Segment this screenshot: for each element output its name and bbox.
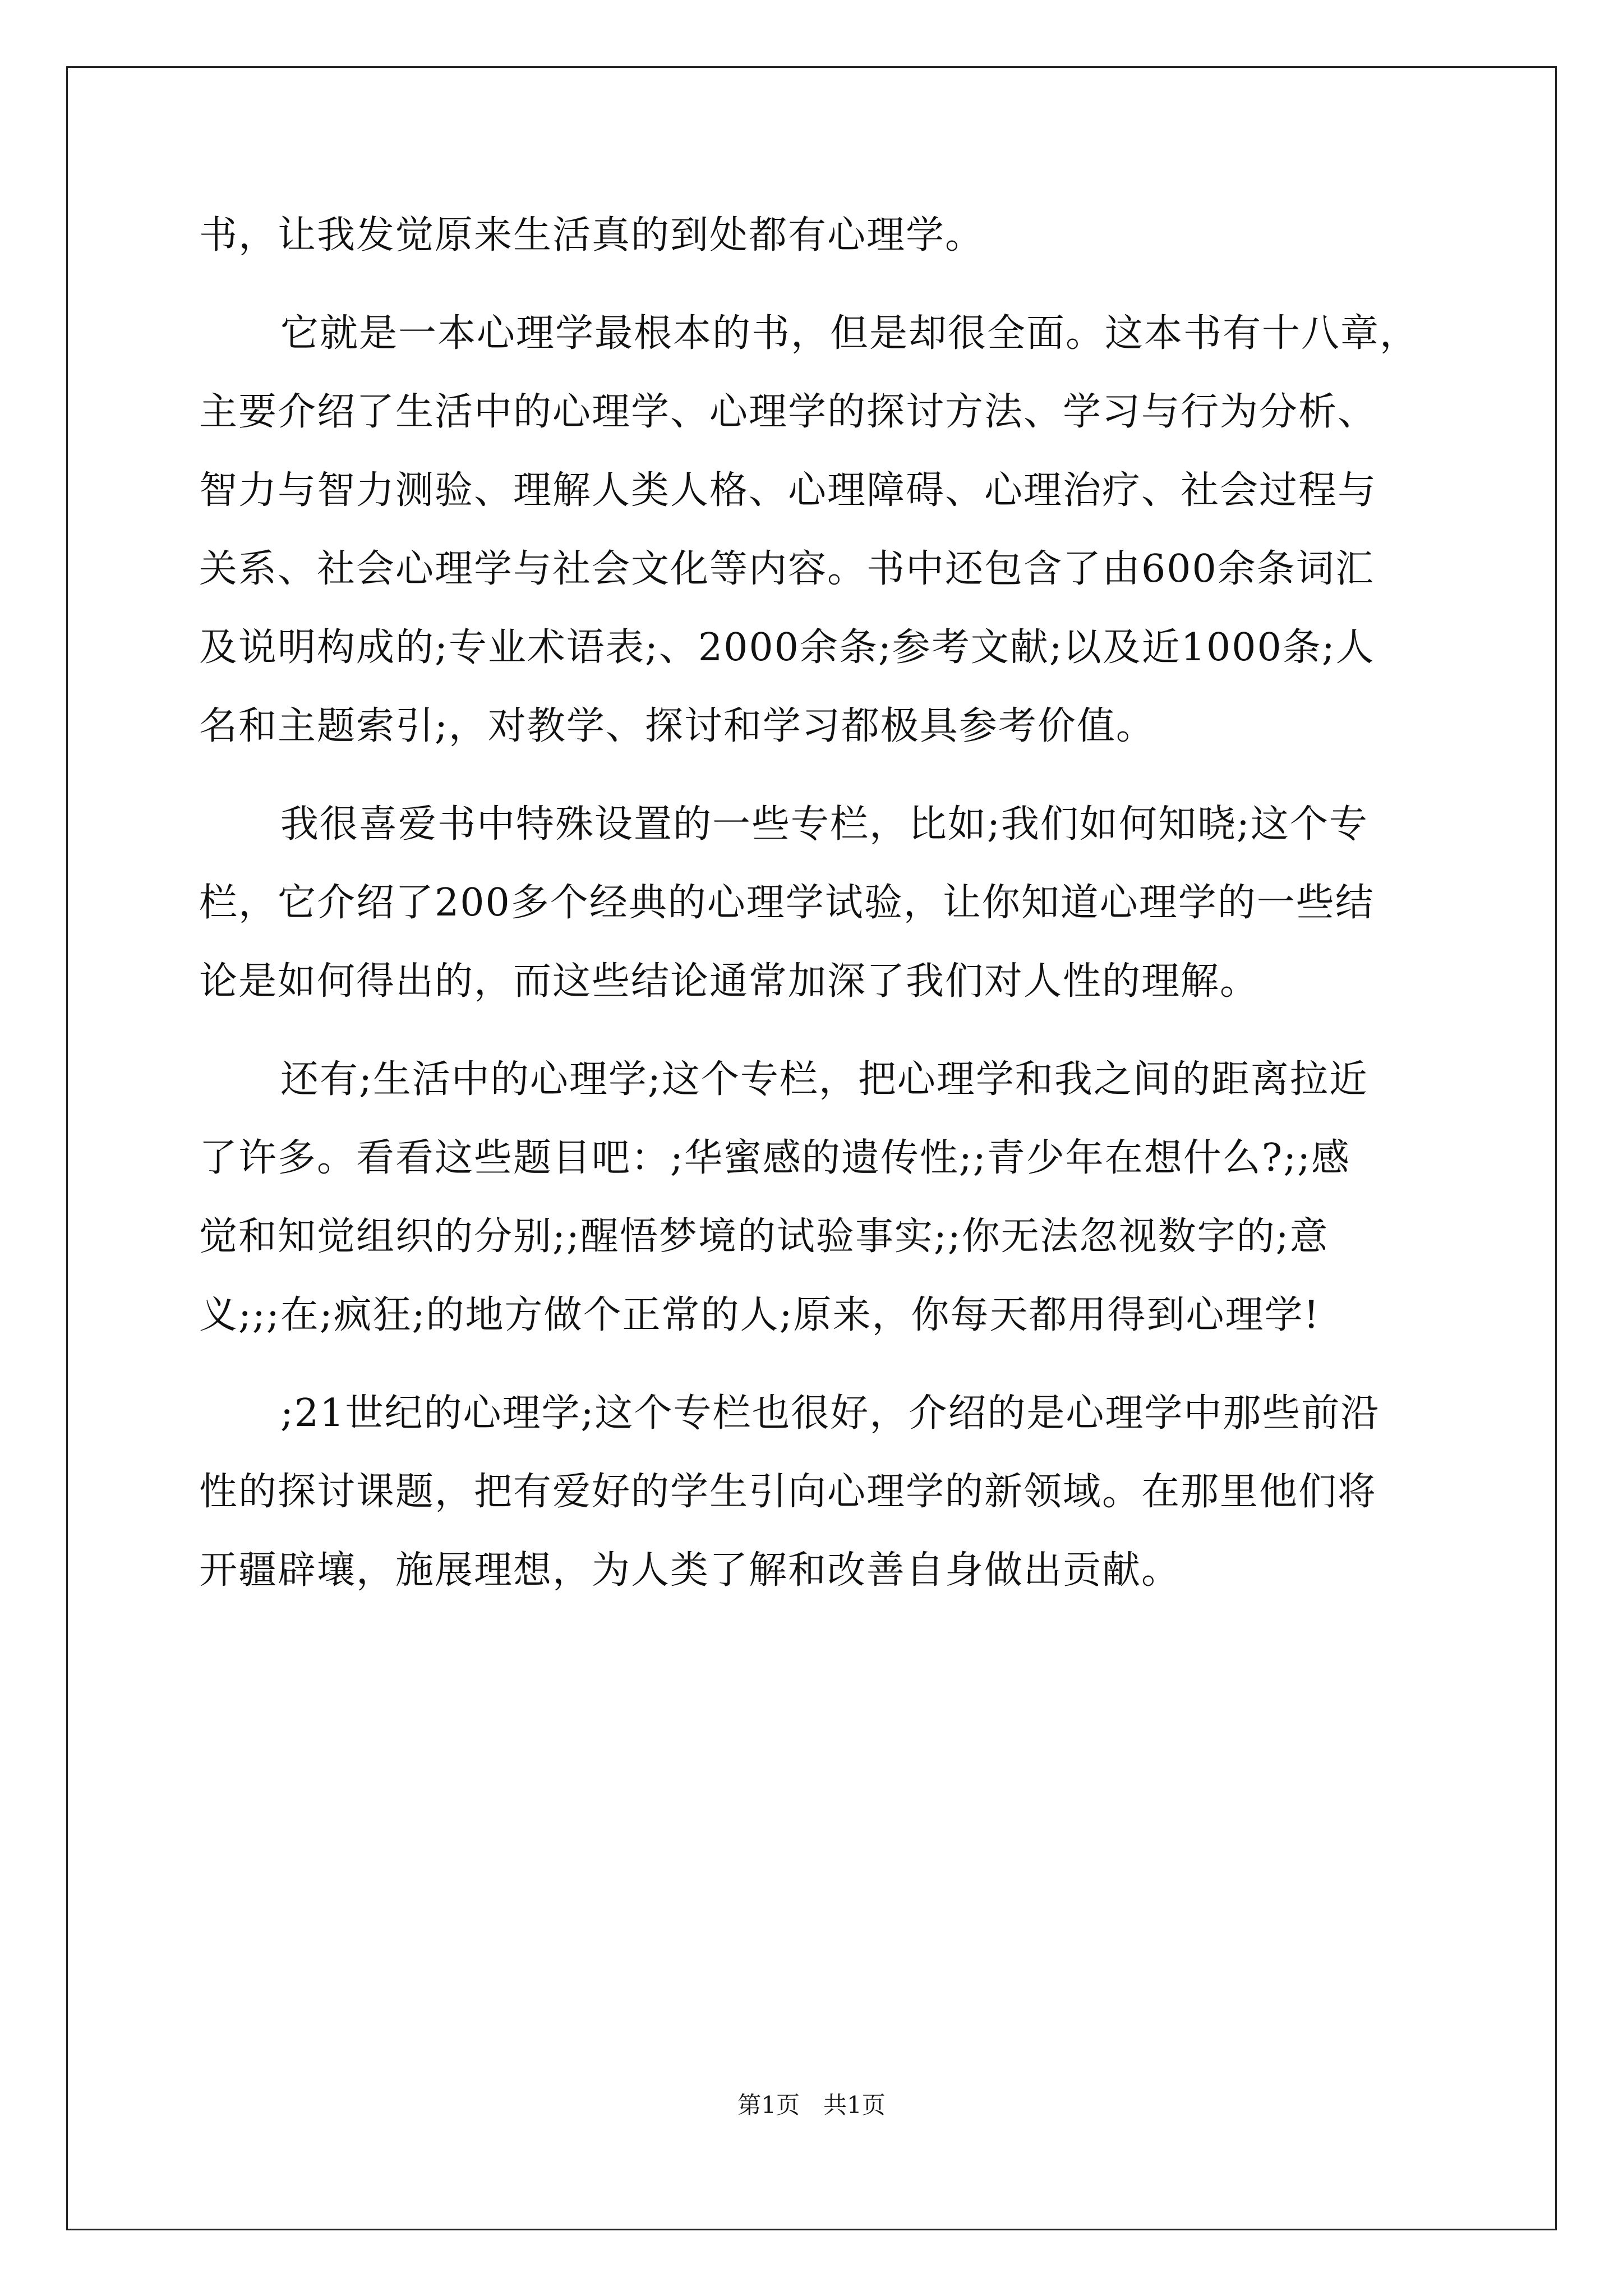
paragraph-first-line: 还有;生活中的心理学;这个专栏，把心理学和我之间的距离拉近	[280, 1057, 1368, 1102]
text-line: 了许多。看看这些题目吧：;华蜜感的遗传性;;青少年在想什么?;;感	[199, 1136, 1351, 1180]
text-line: 义;;;在;疯狂;的地方做个正常的人;原来，你每天都用得到心理学!	[199, 1293, 1320, 1337]
text-line: 关系、社会心理学与社会文化等内容。书中还包含了由600余条词汇	[199, 547, 1375, 591]
paragraph-first-line: 我很喜爱书中特殊设置的一些专栏，比如;我们如何知晓;这个专	[280, 802, 1368, 846]
page-number-footer: 第1页 共1页	[737, 2091, 886, 2119]
text-line: 觉和知觉组织的分别;;醒悟梦境的试验事实;;你无法忽视数字的;意	[199, 1214, 1329, 1259]
text-line: 开疆辟壤，施展理想，为人类了解和改善自身做出贡献。	[199, 1548, 1181, 1593]
text-line: 论是如何得出的，而这些结论通常加深了我们对人性的理解。	[199, 959, 1260, 1004]
document-body	[199, 196, 1430, 1610]
text-line: 及说明构成的;专业术语表;、2000余条;参考文献;以及近1000条;人	[199, 625, 1375, 670]
text-line: 名和主题索引;，对教学、探讨和学习都极具参考价值。	[199, 704, 1155, 748]
paragraph-first-line: ;21世纪的心理学;这个专栏也很好，介绍的是心理学中那些前沿	[280, 1391, 1380, 1435]
text-line: 书，让我发觉原来生活真的到处都有心理学。	[199, 213, 985, 257]
text-line: 主要介绍了生活中的心理学、心理学的探讨方法、学习与行为分析、	[199, 390, 1377, 434]
text-line: 智力与智力测验、理解人类人格、心理障碍、心理治疗、社会过程与	[199, 468, 1377, 513]
paragraph-first-line: 它就是一本心理学最根本的书，但是却很全面。这本书有十八章，	[280, 311, 1419, 356]
text-line: 性的探讨课题，把有爱好的学生引向心理学的新领域。在那里他们将	[199, 1470, 1377, 1514]
text-line: 栏，它介绍了200多个经典的心理学试验，让你知道心理学的一些结	[199, 881, 1375, 925]
